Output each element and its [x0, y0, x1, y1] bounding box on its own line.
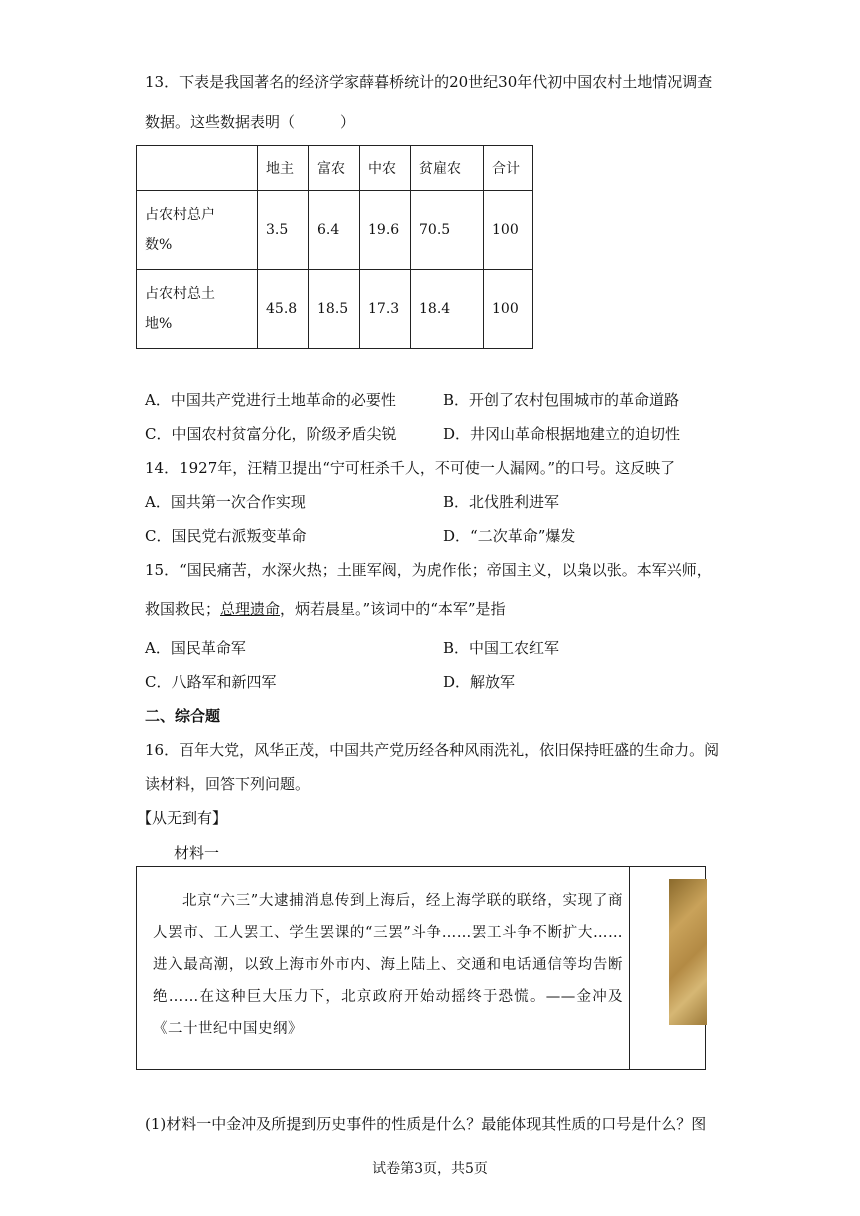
page-footer: 试卷第3页，共5页 — [372, 1161, 488, 1177]
q16-question1: (1)材料一中金冲及所提到历史事件的性质是什么？最能体现其性质的口号是什么？图 — [145, 1115, 707, 1133]
q13-line1: 13．下表是我国著名的经济学家薛暮桥统计的20世纪30年代初中国农村土地情况调查 — [145, 73, 713, 91]
table-cell: 45.8 — [258, 270, 309, 349]
q15-line2-post: ，炳若晨星。”该词中的“本军”是指 — [280, 600, 506, 618]
table-header-row — [137, 146, 533, 191]
table-header-cell: 中农 — [360, 146, 411, 191]
table-header-cell: 合计 — [484, 146, 533, 191]
table-cell: 18.5 — [309, 270, 360, 349]
q15-option-d: D．解放军 — [443, 673, 516, 691]
table-cell: 100 — [484, 191, 533, 270]
q13-line2: 数据。这些数据表明（ ） — [145, 113, 356, 131]
q15-line1: 15．“国民痛苦，水深火热；土匪军阀，为虎作伥；帝国主义，以枭以张。本军兴师， — [145, 561, 712, 579]
material-box — [136, 866, 706, 1070]
q15-underlined-term: 总理遗命 — [220, 600, 281, 618]
q14-option-a: A．国共第一次合作实现 — [145, 493, 306, 511]
table-row — [137, 191, 533, 270]
table-row-label — [137, 270, 258, 349]
material-divider — [629, 867, 630, 1069]
row-label-line: 地% — [145, 316, 173, 332]
material-label: 材料一 — [174, 844, 220, 862]
q14-line1: 14．1927年，汪精卫提出“宁可枉杀千人，不可使一人漏网。”的口号。这反映了 — [145, 459, 676, 477]
table-row-label — [137, 191, 258, 270]
q15-option-c: C．八路军和新四军 — [145, 673, 277, 691]
section-heading: 二、综合题 — [145, 707, 221, 725]
table-header-cell: 贫雇农 — [411, 146, 484, 191]
table-cell: 19.6 — [360, 191, 411, 270]
land-survey-table — [136, 145, 533, 349]
table-header-cell — [137, 146, 258, 191]
row-label-line: 占农村总土 — [145, 286, 215, 302]
q16-line1: 16．百年大党，风华正茂，中国共产党历经各种风雨洗礼，依旧保持旺盛的生命力。阅 — [145, 741, 720, 759]
q15-line2-pre: 救国救民； — [145, 600, 221, 618]
table-cell: 6.4 — [309, 191, 360, 270]
table-header-cell: 富农 — [309, 146, 360, 191]
table-cell: 70.5 — [411, 191, 484, 270]
q14-option-d: D．“二次革命”爆发 — [443, 527, 576, 545]
q15-line2 — [145, 599, 506, 619]
row-label-line: 占农村总户 — [145, 207, 215, 223]
row-label-line: 数% — [145, 237, 173, 253]
q13-option-c: C．中国农村贫富分化，阶级矛盾尖锐 — [145, 425, 397, 443]
table-cell: 3.5 — [258, 191, 309, 270]
q14-option-c: C．国民党右派叛变革命 — [145, 527, 307, 545]
table-cell: 18.4 — [411, 270, 484, 349]
table-header-cell: 地主 — [258, 146, 309, 191]
q13-option-a: A．中国共产党进行土地革命的必要性 — [145, 391, 396, 409]
material-photo — [669, 879, 707, 1025]
q13-option-b: B．开创了农村包围城市的革命道路 — [443, 391, 680, 409]
q15-option-b: B．中国工农红军 — [443, 639, 560, 657]
q15-option-a: A．国民革命军 — [145, 639, 246, 657]
q13-option-d: D．井冈山革命根据地建立的迫切性 — [443, 425, 681, 443]
table-cell: 17.3 — [360, 270, 411, 349]
table-cell: 100 — [484, 270, 533, 349]
q16-line2: 读材料，回答下列问题。 — [145, 775, 311, 793]
q16-subheading: 【从无到有】 — [137, 809, 228, 827]
q14-option-b: B．北伐胜利进军 — [443, 493, 560, 511]
table-row — [137, 270, 533, 349]
material-text: 北京“六三”大逮捕消息传到上海后，经上海学联的联络，实现了商人罢市、工人罢工、学生罢课的“三罢”斗争……罢工斗争不断扩大……进入最高潮，以致上海市外市内、海上陆上、交通和电话通信等均告断绝……在这种巨大压力下，北京政府开始动摇终于恐慌。——金冲及《二十世纪中国史纲》 — [153, 893, 623, 1037]
